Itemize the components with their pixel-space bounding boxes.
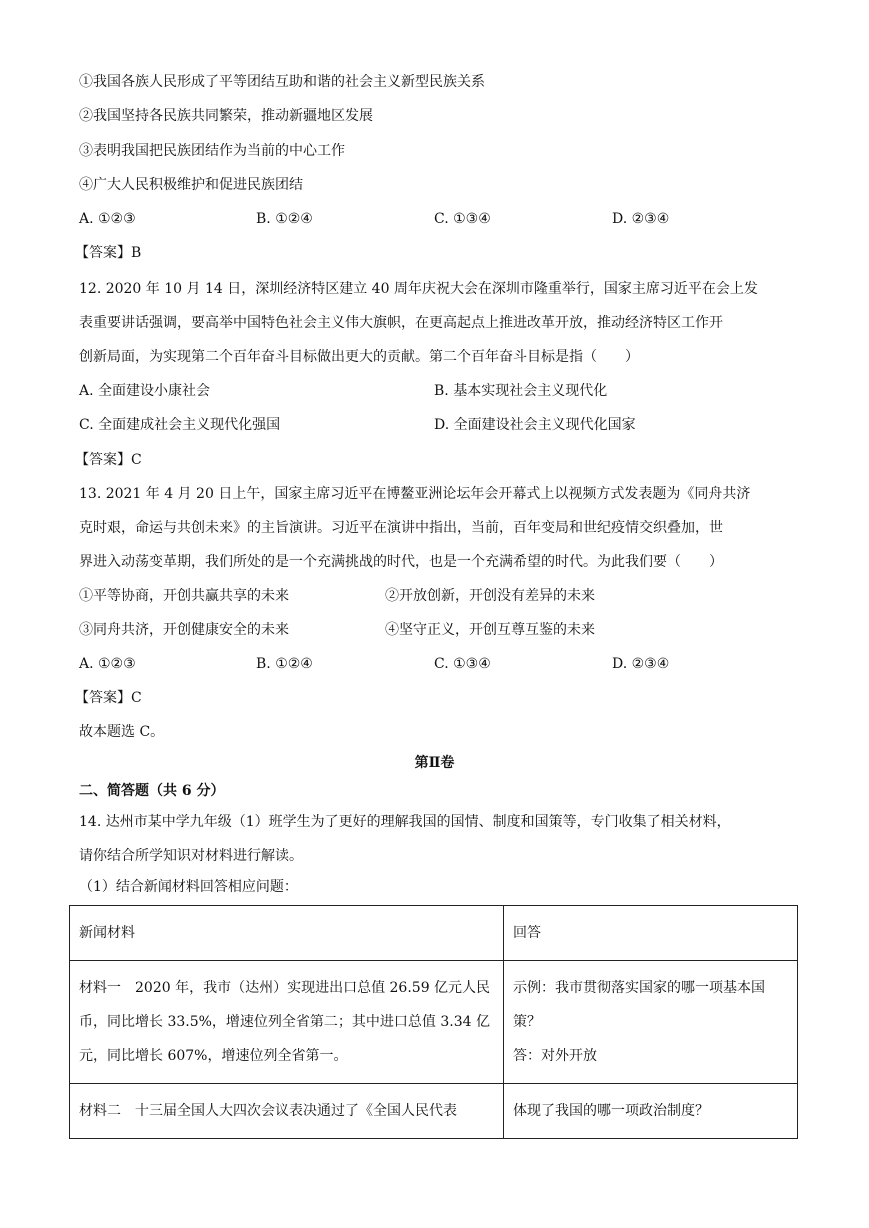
q13-statement-4: ④坚守正义，开创互尊互鉴的未来 xyxy=(385,622,595,638)
q13-statement-2: ②开放创新，开创没有差异的未来 xyxy=(385,588,595,604)
statement-1: ①我国各族人民形成了平等团结互助和谐的社会主义新型民族关系 xyxy=(79,74,485,90)
answer-label: 【答案】B xyxy=(75,245,142,261)
q12-line-3: 创新局面，为实现第二个百年奋斗目标做出更大的贡献。第二个百年奋斗目标是指（ ） xyxy=(79,349,639,365)
answer-1-answer: 答：对外开放 xyxy=(513,1048,597,1064)
header-material: 新闻材料 xyxy=(70,906,504,961)
q12-option-d: D. 全面建设社会主义现代化国家 xyxy=(434,417,636,433)
q13-option-c: C. ①③④ xyxy=(434,656,491,672)
option-a: A. ①②③ xyxy=(79,211,136,227)
answer-1-cell xyxy=(504,961,798,1084)
option-b: B. ①②④ xyxy=(256,211,313,227)
q12-line-1: 12. 2020 年 10 月 14 日，深圳经济特区建立 40 周年庆祝大会在深圳市隆重举行，国家主席习近平在会上发 xyxy=(79,281,758,297)
q12-line-2: 表重要讲话强调，要高举中国特色社会主义伟大旗帜，在更高起点上推进改革开放，推动经济特区工作开 xyxy=(79,315,723,331)
material-table xyxy=(69,905,798,1139)
answer-2-cell: 体现了我国的哪一项政治制度？ xyxy=(504,1084,798,1139)
option-c: C. ①③④ xyxy=(434,211,491,227)
statement-2: ②我国坚持各民族共同繁荣，推动新疆地区发展 xyxy=(79,108,373,124)
table-row xyxy=(70,1084,798,1139)
option-d: D. ②③④ xyxy=(612,211,670,227)
q13-note: 故本题选 C。 xyxy=(79,724,165,740)
material-1-cell: 材料一 2020 年，我市（达州）实现进出口总值 26.59 亿元人民币，同比增长 33.5%，增速位列全省第二；其中进口总值 3.34 亿元，同比增长 607%，增速位列全省第一。 xyxy=(70,961,504,1084)
q12-option-c: C. 全面建成社会主义现代化强国 xyxy=(79,417,281,433)
q12-option-a: A. 全面建设小康社会 xyxy=(79,383,211,399)
q13-line-3: 界进入动荡变革期，我们所处的是一个充满挑战的时代，也是一个充满希望的时代。为此我们要（ ） xyxy=(79,554,723,570)
q13-statement-1: ①平等协商，开创共赢共享的未来 xyxy=(79,588,289,604)
statement-4: ④广大人民积极维护和促进民族团结 xyxy=(79,177,303,193)
q14-sub1: （1）结合新闻材料回答相应问题： xyxy=(79,879,298,895)
q13-option-a: A. ①②③ xyxy=(79,656,136,672)
q13-answer: 【答案】C xyxy=(75,690,142,706)
q13-line-1: 13. 2021 年 4 月 20 日上午，国家主席习近平在博鳌亚洲论坛年会开幕式上以视频方式发表题为《同舟共济 xyxy=(79,486,751,502)
header-answer: 回答 xyxy=(504,906,798,961)
section-heading: 二、简答题（共 6 分） xyxy=(79,783,225,799)
volume-title: 第Ⅱ卷 xyxy=(414,755,455,771)
q12-answer: 【答案】C xyxy=(75,452,142,468)
statement-3: ③表明我国把民族团结作为当前的中心工作 xyxy=(79,143,345,159)
material-2-cell: 材料二 十三届全国人大四次会议表决通过了《全国人民代表 xyxy=(70,1084,504,1139)
table-row xyxy=(70,961,798,1084)
q14-line-2: 请你结合所学知识对材料进行解读。 xyxy=(79,848,303,864)
q13-line-2: 克时艰，命运与共创未来》的主旨演讲。习近平在演讲中指出，当前，百年变局和世纪疫情交织叠加，世 xyxy=(79,520,723,536)
q13-option-d: D. ②③④ xyxy=(612,656,670,672)
q13-statement-3: ③同舟共济，开创健康安全的未来 xyxy=(79,622,289,638)
q12-option-b: B. 基本实现社会主义现代化 xyxy=(434,383,608,399)
q14-line-1: 14. 达州市某中学九年级（1）班学生为了更好的理解我国的国情、制度和国策等，专门收集了相关材料， xyxy=(79,814,731,830)
table-header-row xyxy=(70,906,798,961)
answer-1-question: 示例：我市贯彻落实国家的哪一项基本国策？ xyxy=(513,980,765,1030)
q13-option-b: B. ①②④ xyxy=(256,656,313,672)
